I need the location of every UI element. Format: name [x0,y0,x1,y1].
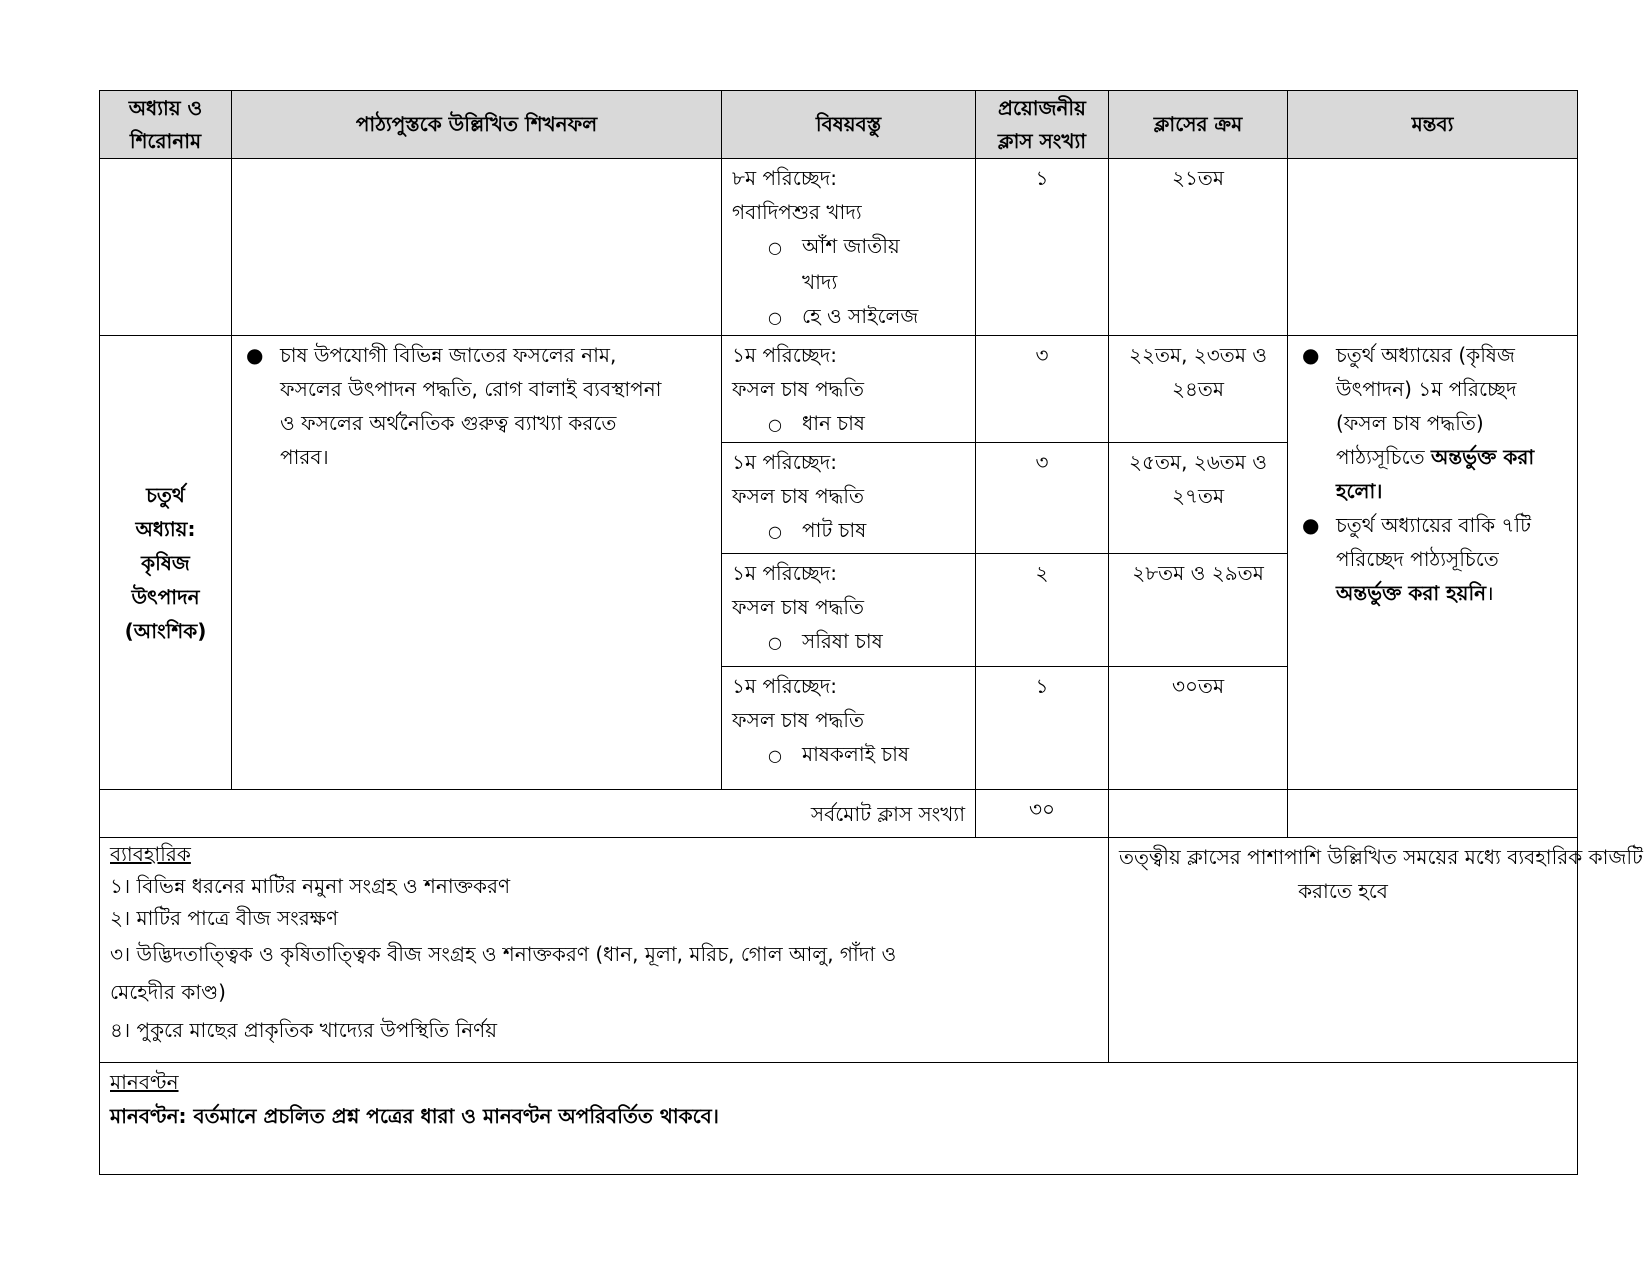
classes-cell: ৩ [976,443,1109,554]
practical-cell [100,838,1109,1063]
order-line: ২৮তম ও ২৯তম [1132,561,1264,585]
classes-cell: ৩ [976,336,1109,443]
practical-note-line: করাতে হবে [1298,879,1388,903]
section-topic: ফসল চাষ পদ্ধতি [732,377,865,401]
assessment-cell [100,1063,1578,1175]
classes-cell: ১ [976,159,1109,336]
classes-cell: ২ [976,554,1109,667]
section-topic: ফসল চাষ পদ্ধতি [732,708,865,732]
remark-text: । [1486,581,1494,605]
order-line: ২৭তম [1171,484,1225,508]
outcome-line: ফসলের উৎপাদন পদ্ধতি, রোগ বালাই ব্যবস্থাপনা [280,377,662,401]
section-topic: ফসল চাষ পদ্ধতি [732,595,865,619]
section-label: ১ম পরিচ্ছেদ: [732,674,837,698]
remark-line: চতুর্থ অধ্যায়ের (কৃষিজ [1336,343,1515,367]
subtopic: আঁশ জাতীয় [802,234,900,258]
table-row [100,336,1578,443]
content-cell [722,336,976,443]
order-cell [1109,667,1288,790]
header-remark: মন্তব্য [1288,91,1578,159]
total-row [100,790,1578,838]
order-line: ২৫তম, ২৬তম ও [1128,450,1267,474]
remark-line: পরিচ্ছেদ পাঠ্যসূচিতে [1336,547,1499,571]
circle-bullet-icon: ○ [768,633,782,652]
outcome-line: চাষ উপযোগী বিভিন্ন জাতের ফসলের নাম, [280,343,617,367]
assessment-title: মানবণ্টন [110,1070,179,1094]
remark-line: (ফসল চাষ পদ্ধতি) [1336,411,1484,435]
order-cell [1109,443,1288,554]
remark-text: পাঠ্যসূচিতে [1336,445,1431,469]
order-line: ৩০তম [1171,674,1225,698]
total-empty [1288,790,1578,838]
assessment-text: মানবণ্টন: বর্তমানে প্রচলিত প্রশ্ন পত্রের ধারা ও মানবণ্টন অপরিবর্তিত থাকবে। [110,1104,719,1128]
circle-bullet-icon: ○ [768,415,782,434]
circle-bullet-icon: ○ [768,238,782,257]
circle-bullet-icon: ○ [768,746,782,765]
outcome-line: ও ফসলের অর্থনৈতিক গুরুত্ব ব্যাখ্যা করতে [280,411,617,435]
bullet-icon: ● [1302,513,1320,537]
section-label: ১ম পরিচ্ছেদ: [732,450,837,474]
section-topic: গবাদিপশুর খাদ্য [732,200,862,224]
remark-cell [1288,336,1578,790]
remark-line: উৎপাদন) ১ম পরিচ্ছেদ [1336,377,1517,401]
header-order: ক্লাসের ক্রম [1109,91,1288,159]
bullet-icon: ● [246,343,264,367]
chapter-title-line: চতুর্থ [146,482,185,507]
practical-item: ৪। পুকুরে মাছের প্রাকৃতিক খাদ্যের উপস্থিতি নির্ণয় [110,1018,498,1042]
section-label: ৮ম পরিচ্ছেদ: [732,166,837,190]
chapter-title-line: উৎপাদন [131,584,200,609]
order-line: ২৪তম [1171,377,1225,401]
outcome-cell-empty [232,159,722,336]
content-cell [722,443,976,554]
section-label: ১ম পরিচ্ছেদ: [732,561,837,585]
remark-line: চতুর্থ অধ্যায়ের বাকি ৭টি [1336,513,1532,537]
order-line: ২২তম, ২৩তম ও [1128,343,1268,367]
header-classes: প্রয়োজনীয় ক্লাস সংখ্যা [976,91,1109,159]
total-label: সর্বমোট ক্লাস সংখ্যা [100,790,976,838]
remark-bold-text: হলো। [1336,479,1383,503]
outcome-line: পারব। [280,445,329,469]
assessment-row [100,1063,1578,1175]
order-cell [1109,336,1288,443]
content-cell [722,554,976,667]
practical-item: ৩। উদ্ভিদতাত্ত্বিক ও কৃষিতাত্ত্বিক বীজ সংগ্রহ ও শনাক্তকরণ (ধান, মূলা, মরিচ, গোল আলু, গাঁদা ও [110,942,897,966]
chapter-title-line: অধ্যায়: [135,516,196,541]
practical-title: ব্যাবহারিক [110,842,191,866]
header-row [100,91,1578,159]
practical-row [100,838,1578,1063]
chapter-title-line: কৃষিজ [141,550,190,575]
bullet-icon: ● [1302,343,1320,367]
header-content: বিষয়বস্তু [722,91,976,159]
circle-bullet-icon: ○ [768,522,782,541]
practical-item: ১। বিভিন্ন ধরনের মাটির নমুনা সংগ্রহ ও শনাক্তকরণ [110,874,511,898]
remark-bold-text: অন্তর্ভুক্ত করা [1431,445,1535,469]
practical-item: ২। মাটির পাত্রে বীজ সংরক্ষণ [110,906,339,930]
subtopic: ধান চাষ [802,411,865,435]
subtopic: মাষকলাই চাষ [802,742,910,766]
syllabus-table [99,90,1643,1175]
total-empty [1109,790,1288,838]
total-value: ৩০ [976,790,1109,838]
chapter-title-line: (আংশিক) [124,618,207,643]
section-topic: ফসল চাষ পদ্ধতি [732,484,865,508]
classes-cell: ১ [976,667,1109,790]
practical-item-cont: মেহেদীর কাণ্ড) [110,980,226,1004]
remark-bold-text: অন্তর্ভুক্ত করা হয়নি [1336,581,1487,605]
subtopic: পাট চাষ [802,518,867,542]
circle-bullet-icon: ○ [768,308,782,327]
chapter-cell-empty [100,159,232,336]
chapter-title [100,336,232,790]
practical-note-line: তত্ত্বীয় ক্লাসের পাশাপাশি উল্লিখিত সময়ের মধ্যে ব্যবহারিক কাজটি [1119,845,1643,869]
section-label: ১ম পরিচ্ছেদ: [732,343,837,367]
learning-outcome [232,336,722,790]
header-chapter: অধ্যায় ও শিরোনাম [100,91,232,159]
remark-cell-empty [1288,159,1578,336]
subtopic: সরিষা চাষ [802,629,883,653]
subtopic-cont: খাদ্য [802,270,838,294]
order-cell: ২১তম [1109,159,1288,336]
order-cell [1109,554,1288,667]
subtopic: হে ও সাইলেজ [802,304,919,328]
content-cell [722,159,976,336]
practical-note [1109,838,1643,1063]
header-outcome: পাঠ্যপুস্তকে উল্লিখিত শিখনফল [232,91,722,159]
table-row [100,159,1578,336]
content-cell [722,667,976,790]
